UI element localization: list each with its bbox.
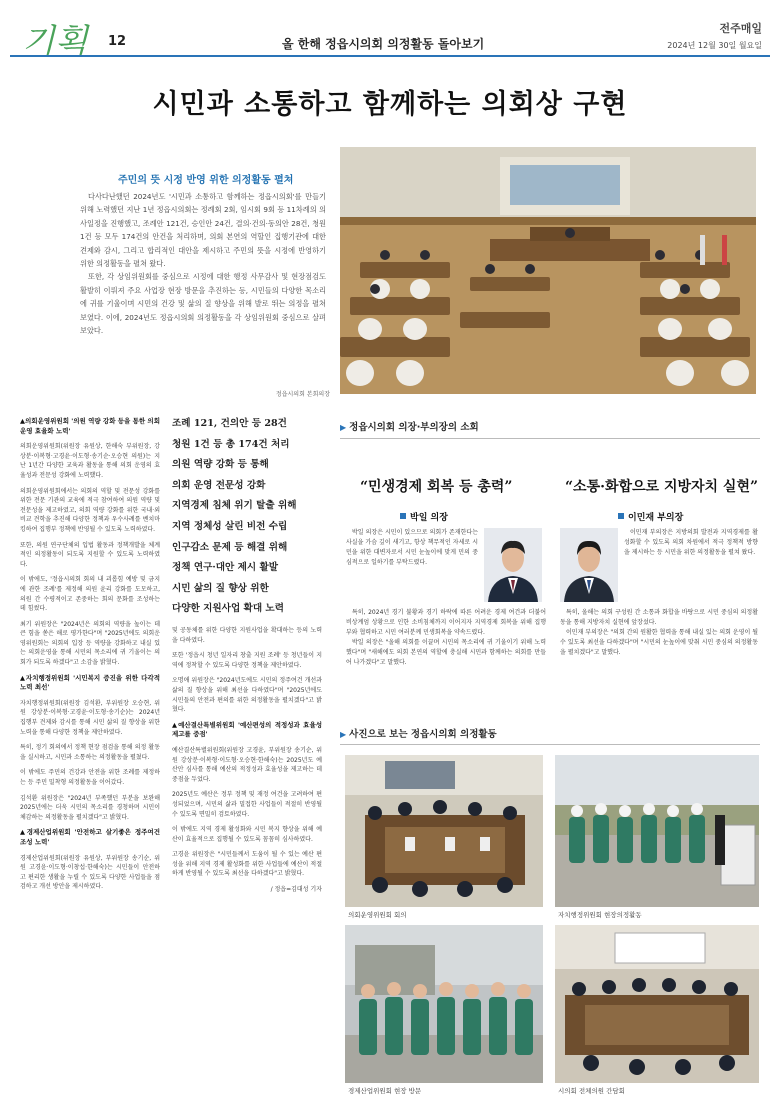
body-paragraph: 박일 의장은 시민이 있으므로 의회가 존재한다는 사실을 가슴 깊이 새기고, 항상 책무적인 자세로 시민을 위한 대변자로서 시민 눈높이에 맞게 민의 중심적으로 일하기를 부탁드렸다.	[346, 529, 478, 566]
site-visit-photo	[555, 755, 759, 907]
body-paragraph: 자치행정위원회(위원장 김석환, 부위원장 오승현, 위원 강상분·이복형·고경윤·이도형·송기순)는 2024년 집행부 견제와 감시를 통해 시민 삶의 질 향상을 위한 노력을 통해 다양한 정책을 제안하였다.	[20, 699, 160, 736]
vice-speaker-remarks-top	[624, 528, 758, 558]
speaker-portrait	[484, 528, 542, 602]
pull-quote-line: 의회 운영 전문성 강화	[172, 479, 266, 491]
pull-quote-line: 정책 연구·대안 제시 활발	[172, 562, 279, 574]
body-paragraph: 박일 의장은 "올해 의회를 이끌며 시민의 목소리에 귀 기울이기 위해 노력했다"며 "새해에도 의회 본연의 역할에 충실해 시민과 함께하는 의회를 만들어 나가겠다"고 말했다.	[346, 639, 546, 666]
body-paragraph: 특히, 올해는 의회 구성원 간 소통과 화합을 바탕으로 시민 중심의 의정활동을 통해 지방자치 실현에 앞장섰다.	[560, 609, 758, 626]
committee-section	[20, 828, 160, 892]
body-paragraph: 김석환 위원장은 "2024년 부족했던 부분을 보완해 2025년에는 더욱 시민의 목소리를 경청하며 시민이 체감하는 의정활동을 펼치겠다"고 밝혔다.	[20, 794, 160, 821]
header-rule	[10, 55, 770, 57]
pull-quote-line: 다양한 지원사업 확대 노력	[172, 603, 284, 615]
body-paragraph: 최기 위원장은 "2024년은 의회의 역량을 높이는 데 큰 힘을 쏟은 해로 평가한다"며 "2025년에도 의회운영위원회는 의회의 입장 등 역량을 강화하고 내실 있는 의회운영을 통해 시민의 목소리에 귀 기울이는 의회가 되도록 하겠다"고 소감을 밝혔다.	[20, 620, 160, 667]
body-paragraph: 이 밖에도, '정읍시의회 회의 내 괴롭힘 예방 및 금지에 관한 조례'를 제정해 의원 윤리 강화를 도모하고, 의원 간 수평적이고 존중하는 회의 문화를 조성하는 데 힘썼다.	[20, 576, 160, 613]
section-title: 올 한해 정읍시의회 의정활동 돌아보기	[282, 37, 485, 51]
main-headline: 시민과 소통하고 함께하는 의회상 구현	[152, 89, 628, 120]
section-heading: ▲경제산업위원회 '안전하고 살기좋은 정주여건 조성 노력'	[20, 828, 160, 846]
section-heading: ▲예산결산특별위원회 '예산편성의 적정성과 효율성 제고를 중점'	[172, 720, 322, 739]
economic-committee-photo	[345, 925, 543, 1083]
article-subheadline: 주민의 뜻 시정 반영 위한 의정활동 펼쳐	[118, 175, 294, 186]
triangle-bullet-icon: ▶	[340, 423, 347, 432]
vice-speaker-portrait	[560, 528, 618, 602]
article-column-1	[20, 417, 160, 898]
body-paragraph: 특히, 정기 회의에서 정책 현장 점검을 통해 의정 활동을 실시하고, 시민과 소통하는 의정활동을 펼쳤다.	[20, 744, 160, 761]
photo-section-title-text: 사진으로 보는 정읍시의회 의정활동	[349, 729, 497, 740]
triangle-bullet-icon: ▶	[340, 730, 347, 739]
site-visit-illustration	[555, 755, 759, 907]
body-paragraph: 이민재 부의장은 "의회 간의 원활한 협력을 통해 내실 있는 의회 운영이 될 수 있도록 최선을 다하겠다"며 "시민의 눈높이에 맞춰 시민 중심의 의정활동을 펼치겠다"고 말했다.	[560, 629, 758, 656]
page-header	[0, 0, 780, 62]
section-logo: 기획	[22, 22, 88, 62]
photo-caption: 자치행정위원회 현장의정활동	[558, 911, 642, 919]
pull-quote-line: 청원 1건 등 총 174건 처리	[172, 438, 290, 450]
body-paragraph: 경제산업위원회(위원장 유원상, 부위원장 송기순, 위원 고경윤·이도형·이창섭·한해숙)는 시민들이 안전하고 편리한 생활을 누릴 수 있도록 다양한 사업들을 점검하고 개선 방안을 제시하였다.	[20, 854, 160, 891]
article-column-2	[172, 626, 322, 901]
newspaper-name: 전주매일	[719, 22, 762, 35]
speaker-remarks-top	[346, 528, 478, 568]
photo-caption: 시의회 전체의원 간담회	[558, 1087, 625, 1095]
lead-paragraph: 또한, 각 상임위원회를 중심으로 시정에 대한 행정 사무감사 및 현장점검도 활발히 이뤄져 주요 사업장 현장 방문을 추진하는 등, 시민들의 다양한 목소리에 귀를 기울이며 시민의 건강 및 삶의 질 향상을 위해 발로 뛰는 의정을 펼쳐 보였다. 이에, 2024년도 정읍시의회 의정활동을 각 상임위원회 중심으로 살펴보았다.	[80, 272, 326, 336]
committee-meeting-photo	[345, 755, 543, 907]
issue-date: 2024년 12월 30일 월요일	[667, 41, 762, 50]
main-photo-caption: 정읍시의회 본회의장	[275, 391, 330, 398]
committee-section	[20, 674, 160, 823]
pull-quote	[172, 414, 320, 620]
photo-section-title	[340, 726, 497, 740]
pull-quote-line: 지역 정체성 살린 비전 수립	[172, 520, 288, 532]
pull-quote-line: 의원 역량 강화 등 통해	[172, 459, 269, 471]
square-bullet-icon	[618, 513, 624, 519]
body-paragraph: 의회운영위원회에서는 의회의 역할 및 전문성 강화를 위한 전문 기관의 교육에 적극 참여하여 의원 역량 및 전문성을 제고하였고, 의회 역량 강화를 위한 국내·외 비교 견학을 추진해 다양한 정책과 우수사례를 벤치마킹하여 집행부 정책에 반영될 수 있도록 노력하였다.	[20, 487, 160, 533]
vice-speaker-remarks-bottom	[560, 608, 758, 658]
vice-speaker-name	[618, 510, 683, 523]
body-paragraph: 또한 '정읍시 청년 일자리 창출 지원 조례' 등 청년들이 지역에 정착할 수 있도록 다양한 정책을 제안하였다.	[172, 652, 322, 669]
pull-quote-line: 시민 삶의 질 향상 위한	[172, 582, 269, 594]
lead-paragraph: 다사다난했던 2024년도 '시민과 소통하고 함께하는 정읍시의회'를 만들기 위해 노력했던 지난 1년 정읍시의회는 정례회 2회, 임시회 9회 등 11차례의 의사일정을 진행했고, 조례안 121건, 승인안 24건, 결의·건의·동의안 28건, 청원 1건 등 모두 174건의 안건을 처리하며, 의회 본연의 역할인 집행기관에 대한 견제와 감시, 그리고 합리적인 대안을 제시하고 주민의 뜻을 시정에 반영하기 위한 의정활동을 펼쳐 왔다.	[80, 192, 326, 269]
body-paragraph: 2025년도 예산은 정부 정책 및 재정 여건을 고려하여 편성되었으며, 시민의 삶과 밀접한 사업들이 적절히 반영될 수 있도록 면밀히 검토하였다.	[172, 791, 322, 818]
vice-speaker-quote-right: “소통·화합으로 지방자치 실현”	[565, 479, 759, 495]
body-paragraph: 고경윤 위원장은 "시민들께서 도움이 될 수 있는 예산 편성을 위해 지역 경제 활성화를 위한 사업들에 예산이 적절하게 반영될 수 있도록 최선을 다하겠다"고 밝혔다.	[172, 851, 322, 878]
speaker-name-text: 박일 의장	[410, 513, 448, 523]
pull-quote-line: 조례 121, 건의안 등 28건	[172, 418, 287, 429]
person-portrait-icon	[560, 528, 618, 602]
photo-section-rule	[340, 744, 760, 745]
pull-quote-line: 인구감소 문제 등 해결 위해	[172, 541, 288, 553]
body-paragraph: 오명애 위원장은 "2024년도에도 시민의 정주여건 개선과 삶의 질 향상을 위해 최선을 다하였다"며 "2025년에도 시민들의 안전과 편의를 위한 의정활동을 펼치겠다"고 밝혔다.	[172, 677, 322, 714]
interview-box-title	[340, 419, 479, 433]
article-lead	[80, 190, 326, 337]
meeting-room-illustration	[345, 755, 543, 907]
photo-caption: 의회운영위원회 회의	[348, 911, 407, 919]
group-visit-illustration	[345, 925, 543, 1083]
body-paragraph: 또한, 의원 연구단체의 입법 활동과 정책개발을 체계적인 의정활동이 되도록 지원할 수 있도록 노력하였다.	[20, 541, 160, 568]
council-chamber-photo	[340, 147, 756, 394]
body-paragraph: 의회운영위원회(위원장 유원상, 한해숙 부위원장, 강상분·이복형·고경윤·이도형·송기순·오승현 의원)는 지난 1년간 다양한 교육과 활동을 통해 의회 운영의 효율성과 전문성 강화에 노력했다.	[20, 443, 160, 479]
speaker-quote-left: “민생경제 회복 등 총력”	[360, 479, 513, 495]
section-heading: ▲의회운영위원회 '의원 역량 강화 등을 통한 의회운영 효율화 노력'	[20, 417, 160, 435]
body-paragraph: 예산결산특별위원회(위원장 고경윤, 부위원장 송기순, 위원 강상분·이복형·이도형·오승현·한해숙)는 2025년도 예산안 심사를 통해 예산의 적정성과 효율성을 제고하는 데 중점을 두었다.	[172, 746, 322, 783]
body-paragraph: 특히, 2024년 경기 불황과 경기 하락에 따른 어려운 경제 여건과 더불어 비상계엄 상황으로 인한 소비침체까지 이어지자 지역경제 회복을 위해 집행부와 협력하고 시민 여러분께 민생회복을 약속드렸다.	[346, 609, 546, 636]
photo-caption: 경제산업위원회 현장 방문	[348, 1087, 422, 1095]
byline: / 정읍=김대성 기자	[270, 886, 322, 894]
speaker-remarks-bottom	[346, 608, 546, 668]
page-number: 12	[108, 34, 127, 49]
person-portrait-icon	[484, 528, 542, 602]
body-paragraph: 및 공동체를 위한 다양한 지원사업을 확대하는 등의 노력을 다하였다.	[172, 627, 322, 644]
vice-speaker-name-text: 이민재 부의장	[628, 513, 684, 523]
square-bullet-icon	[400, 513, 406, 519]
committee-section	[20, 417, 160, 668]
interview-box-rule	[340, 438, 760, 439]
conference-illustration	[555, 925, 759, 1083]
section-heading: ▲자치행정위원회 '시민복지 증진을 위한 다각적 노력 최선'	[20, 673, 160, 692]
council-chamber-illustration	[340, 147, 756, 394]
body-paragraph: 이민재 부의장은 지방의회 발전과 지역경제를 활성화할 수 있도록 의회 차원에서 적극 정책적 방향을 제시하는 등 시민을 위한 의정활동을 펼쳐 왔다.	[624, 529, 758, 556]
body-paragraph: 이 밖에도 주민의 건강과 안전을 위한 조례를 제정하는 등 주민 밀착형 의정활동을 이어갔다.	[20, 769, 160, 786]
pull-quote-line: 지역경제 침체 위기 탈출 위해	[172, 500, 297, 512]
body-paragraph: 이 밖에도 지역 경제 활성화와 시민 복지 향상을 위해 예산이 효율적으로 집행될 수 있도록 꼼꼼히 심사하였다.	[172, 826, 322, 843]
speaker-name	[400, 510, 448, 523]
council-meeting-photo	[555, 925, 759, 1083]
interview-box-title-text: 정읍시의회 의장·부의장의 소회	[349, 422, 479, 433]
